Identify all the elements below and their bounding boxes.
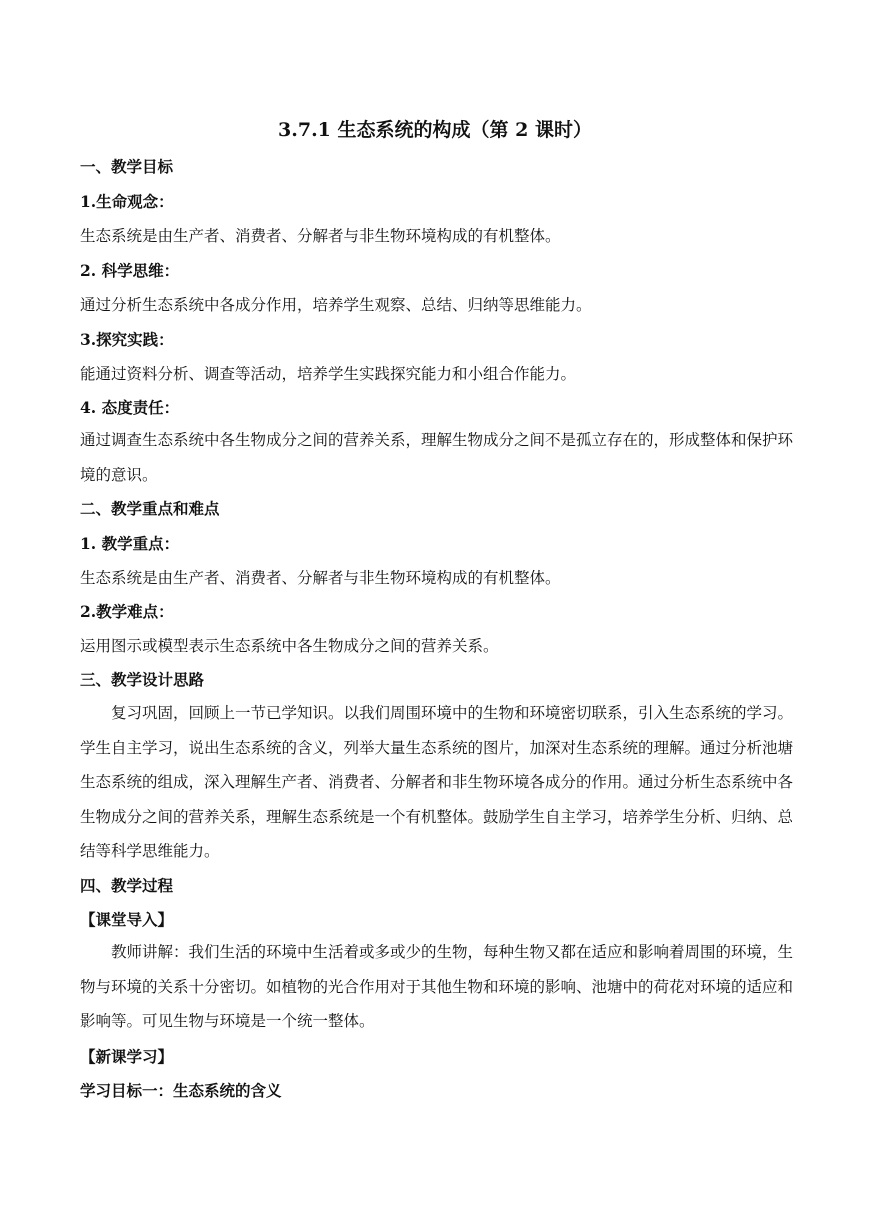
document-title: 3.7.1 生态系统的构成（第 2 课时） [278,119,592,141]
design-paragraph: 复习巩固，回顾上一节已学知识。以我们周围环境中的生物和环境密切联系，引入生态系统的学习。学生自主学习，说出生态系统的含义，列举大量生态系统的图片，加深对生态系统的理解。通过分析池塘生态系统的组成，深入理解生产者、消费者、分解者和非生物环境各成分的作用。通过分析生态系统中各生物成分之间的营养关系，理解生态系统是一个有机整体。鼓励学生自主学习，培养学生分析、归纳、总结等科学思维能力。 [80,704,794,860]
objective-3-text: 能通过资料分析、调查等活动，培养学生实践探究能力和小组合作能力。 [80,365,577,383]
intro-label: 【课堂导入】 [80,910,174,929]
objective-4-label: 4. 态度责任： [80,398,180,417]
objective-2-text: 通过分析生态系统中各成分作用，培养学生观察、总结、归纳等思维能力。 [80,296,592,314]
section-heading-key-points: 二、教学重点和难点 [80,499,220,518]
intro-paragraph: 教师讲解：我们生活的环境中生活着或多或少的生物，每种生物又都在适应和影响着周围的环境，生物与环境的关系十分密切。如植物的光合作用对于其他生物和环境的影响、池塘中的荷花对环境的适应和影响等。可见生物与环境是一个统一整体。 [80,943,794,1030]
section-heading-design: 三、教学设计思路 [80,670,205,689]
objective-1-label: 1.生命观念： [80,192,174,211]
difficulty-text: 运用图示或模型表示生态系统中各生物成分之间的营养关系。 [80,637,499,655]
objective-1-text: 生态系统是由生产者、消费者、分解者与非生物环境构成的有机整体。 [80,227,561,245]
difficulty-label: 2.教学难点： [80,602,174,621]
new-lesson-label: 【新课学习】 [80,1047,174,1066]
section-heading-process: 四、教学过程 [80,876,174,895]
objective-3-label: 3.探究实践： [80,330,174,349]
key-point-label: 1. 教学重点： [80,534,180,553]
key-point-text: 生态系统是由生产者、消费者、分解者与非生物环境构成的有机整体。 [80,569,561,587]
objective-2-label: 2. 科学思维： [80,261,180,280]
section-heading-objectives: 一、教学目标 [80,157,174,176]
objective-4-text: 通过调查生态系统中各生物成分之间的营养关系，理解生物成分之间不是孤立存在的，形成整体和保护环境的意识。 [80,431,794,484]
learning-goal-1: 学习目标一：生态系统的含义 [80,1081,282,1100]
